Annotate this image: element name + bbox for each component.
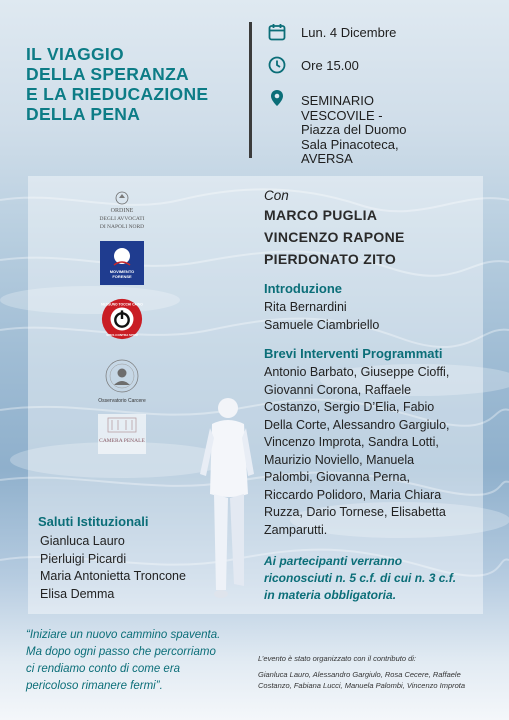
logo-text: DI NAPOLI NORD <box>99 224 145 230</box>
list-item: Maria Antonietta Troncone <box>40 569 186 583</box>
quote-line: ci rendiamo conto di come era <box>26 663 181 675</box>
interventi-heading: Brevi Interventi Programmati <box>264 346 443 361</box>
location-line: AVERSA <box>301 151 353 166</box>
list-item: Pierluigi Picardi <box>40 551 127 566</box>
event-location <box>301 94 407 167</box>
osservatorio-carcere-logo <box>92 356 152 406</box>
logo-text: CAMERA PENALE <box>99 438 145 444</box>
list-line: Maurizio Noviello, Manuela <box>264 452 415 467</box>
clock-icon <box>268 56 286 74</box>
event-date: Lun. 4 Dicembre <box>301 25 397 40</box>
speaker-name: PIERDONATO ZITO <box>264 251 397 267</box>
location-line: SEMINARIO <box>301 93 374 108</box>
calendar-icon <box>268 23 286 41</box>
event-title <box>26 44 208 124</box>
logo-text: NESSUNO TOCCHI CAINO <box>101 302 143 307</box>
list-item: Samuele Ciambriello <box>264 317 380 332</box>
title-line: DELLA SPERANZA <box>26 64 189 84</box>
interventi-list <box>264 364 450 539</box>
quote-line: pericoloso rimanere fermi”. <box>26 680 163 692</box>
org-line: Costanzo, Fabiana Lucci, Manuela Palombi, Vincenzo Improta <box>258 681 466 690</box>
event-time: Ore 15.00 <box>301 58 359 73</box>
location-pin-icon <box>268 89 286 107</box>
list-item: Elisa Demma <box>40 586 115 601</box>
organizzazione-title: L’evento è stato organizzato con il contributo di: <box>258 654 417 663</box>
credits-line: in materia obbligatoria. <box>264 588 397 602</box>
introduzione-heading: Introduzione <box>264 281 342 296</box>
logo-text: Osservatorio Carcere <box>98 398 146 404</box>
organizzazione-names <box>258 669 465 691</box>
list-line: Della Corte, Alessandro Gargiulo, <box>264 417 450 432</box>
walking-figure-illustration <box>190 394 270 606</box>
location-line: Sala Pinacoteca, <box>301 136 399 152</box>
list-line: Zamparutti. <box>264 522 328 537</box>
list-line: Antonio Barbato, Giuseppe Cioffi, <box>264 365 450 379</box>
camera-penale-logo <box>98 414 146 454</box>
introduzione-list <box>264 299 379 334</box>
saluti-list <box>40 533 186 603</box>
org-line: Gianluca Lauro, Alessandro Gargiulo, Rosa Cecere, Raffaele <box>258 670 461 679</box>
list-item: Rita Bernardini <box>264 300 347 314</box>
logo-text: SPES CONTRA SPEM <box>106 333 138 338</box>
credits-line: Ai partecipanti verranno <box>264 554 403 568</box>
title-line: IL VIAGGIO <box>26 44 124 64</box>
logo-text: DEGLI AVVOCATI <box>99 216 145 222</box>
ordine-avvocati-logo <box>97 190 147 232</box>
list-line: Riccardo Polidoro, Maria Chiara <box>264 487 442 502</box>
nessuno-tocchi-caino-logo <box>100 296 144 342</box>
quote-line: “Iniziare un nuovo cammino spaventa. <box>26 629 221 641</box>
logo-text: MOVIMENTO <box>109 269 135 274</box>
list-line: Ruzza, Dario Tornese, Elisabetta <box>264 505 446 519</box>
location-line: VESCOVILE - <box>301 107 383 123</box>
list-item: Gianluca Lauro <box>40 534 125 548</box>
title-line: E LA RIEDUCAZIONE <box>26 84 209 104</box>
logo-text: FORENSE <box>112 274 132 279</box>
speaker-name: MARCO PUGLIA <box>264 207 378 223</box>
speaker-name: VINCENZO RAPONE <box>264 229 405 245</box>
list-line: Costanzo, Sergio D’Elia, Fabio <box>264 400 435 414</box>
logo-text: ORDINE <box>110 208 134 214</box>
title-line: DELLA PENA <box>26 104 141 124</box>
list-line: Giovanni Corona, Raffaele <box>264 382 412 397</box>
list-line: Vincenzo Improta, Sandra Lotti, <box>264 435 439 449</box>
vertical-divider <box>249 22 252 158</box>
credits-line: riconosciuti n. 5 c.f. di cui n. 3 c.f. <box>264 571 457 585</box>
saluti-heading: Saluti Istituzionali <box>38 514 149 529</box>
location-line: Piazza del Duomo <box>301 122 407 137</box>
quote-line: Ma dopo ogni passo che percorriamo <box>26 646 216 658</box>
list-line: Palombi, Giovanna Perna, <box>264 470 410 484</box>
crediti-formativi <box>264 553 456 604</box>
movimento-forense-logo <box>100 241 144 285</box>
quote <box>26 627 220 695</box>
con-label: Con <box>264 188 289 203</box>
